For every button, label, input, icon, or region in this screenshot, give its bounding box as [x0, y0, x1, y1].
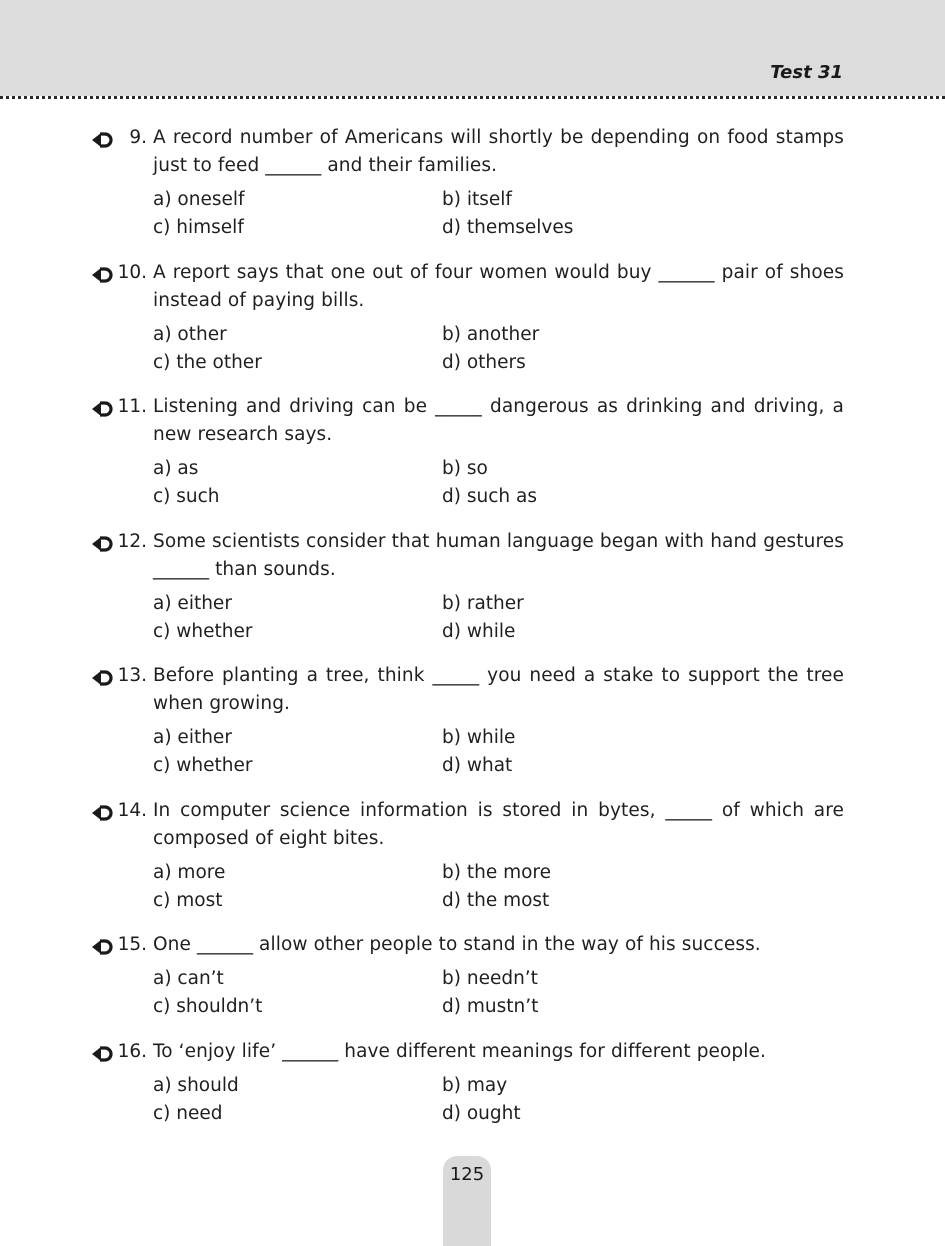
option-c[interactable]: c) himself	[153, 217, 244, 238]
option-a[interactable]: a) either	[153, 593, 232, 614]
arrow-icon	[92, 132, 116, 148]
option-a[interactable]: a) should	[153, 1075, 239, 1096]
option-b[interactable]: b) another	[442, 324, 540, 345]
option-b[interactable]: b) may	[442, 1075, 508, 1096]
question-text: Before planting a tree, think _____ you need a stake to support the tree when growing.	[153, 665, 844, 714]
question-text: Some scientists consider that human language began with hand gestures ______ than sounds.	[153, 531, 844, 580]
option-c[interactable]: c) most	[153, 890, 223, 911]
arrow-icon	[92, 267, 116, 283]
option-d[interactable]: d) mustn’t	[442, 996, 539, 1017]
option-b[interactable]: b) rather	[442, 593, 524, 614]
option-c[interactable]: c) whether	[153, 621, 253, 642]
option-c[interactable]: c) such	[153, 486, 220, 507]
option-c[interactable]: c) need	[153, 1103, 223, 1124]
option-a[interactable]: a) as	[153, 458, 199, 479]
arrow-icon	[92, 805, 116, 821]
question-text: A report says that one out of four women would buy ______ pair of shoes instead of paying bills.	[153, 262, 844, 311]
arrow-icon	[92, 1046, 116, 1062]
option-a[interactable]: a) can’t	[153, 968, 224, 989]
option-d[interactable]: d) others	[442, 352, 526, 373]
option-b[interactable]: b) so	[442, 458, 488, 479]
option-a[interactable]: a) oneself	[153, 189, 245, 210]
question-number: 10.	[117, 262, 147, 283]
question-number: 12.	[117, 531, 147, 552]
question-number: 15.	[117, 934, 147, 955]
option-d[interactable]: d) such as	[442, 486, 537, 507]
arrow-icon	[92, 939, 116, 955]
question-text: Listening and driving can be _____ dangerous as drinking and driving, a new research says.	[153, 396, 844, 445]
arrow-icon	[92, 670, 116, 686]
option-a[interactable]: a) other	[153, 324, 227, 345]
arrow-icon	[92, 536, 116, 552]
option-d[interactable]: d) while	[442, 621, 516, 642]
option-c[interactable]: c) whether	[153, 755, 253, 776]
option-a[interactable]: a) more	[153, 862, 226, 883]
question-text: In computer science information is stored in bytes, _____ of which are composed of eight bites.	[153, 800, 844, 849]
question-number: 14.	[117, 800, 147, 821]
option-a[interactable]: a) either	[153, 727, 232, 748]
option-b[interactable]: b) the more	[442, 862, 552, 883]
dotted-divider	[0, 96, 945, 99]
test-title: Test 31	[770, 62, 843, 83]
option-d[interactable]: d) themselves	[442, 217, 574, 238]
arrow-icon	[92, 401, 116, 417]
option-d[interactable]: d) the most	[442, 890, 550, 911]
question-number: 16.	[117, 1041, 147, 1062]
question-number: 13.	[117, 665, 147, 686]
question-text: One ______ allow other people to stand in the way of his success.	[153, 934, 761, 955]
question-number: 9.	[129, 127, 147, 148]
option-d[interactable]: d) what	[442, 755, 513, 776]
option-b[interactable]: b) while	[442, 727, 516, 748]
question-text: A record number of Americans will shortly be depending on food stamps just to feed ______ and their families.	[153, 127, 844, 176]
option-c[interactable]: c) the other	[153, 352, 262, 373]
question-number: 11.	[117, 396, 147, 417]
option-c[interactable]: c) shouldn’t	[153, 996, 263, 1017]
option-d[interactable]: d) ought	[442, 1103, 521, 1124]
option-b[interactable]: b) itself	[442, 189, 512, 210]
option-b[interactable]: b) needn’t	[442, 968, 538, 989]
page-number: 125	[449, 1164, 485, 1185]
question-text: To ‘enjoy life’ ______ have different meanings for different people.	[153, 1041, 766, 1062]
